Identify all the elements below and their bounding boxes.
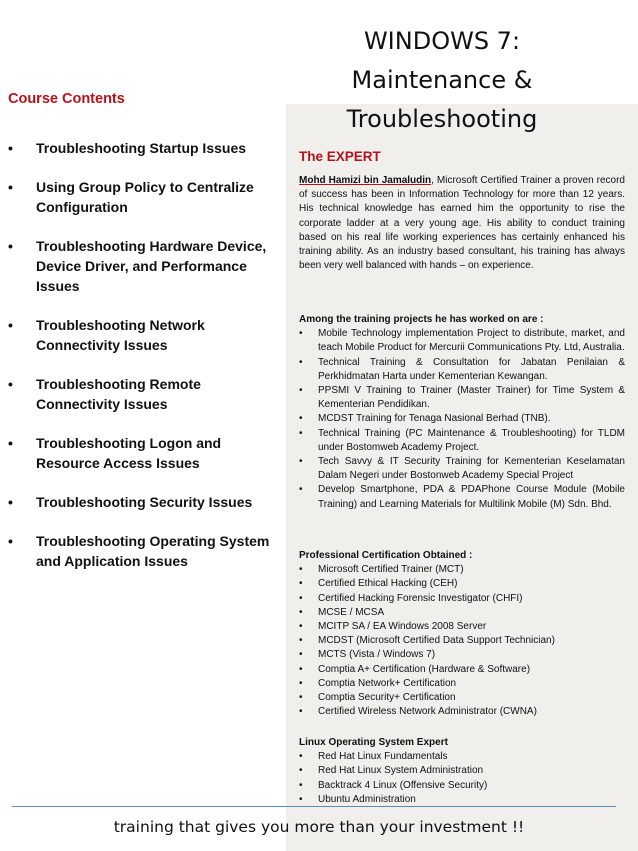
certification-text: MCDST (Microsoft Certified Data Support Technician) — [318, 635, 555, 647]
linux-item — [299, 750, 625, 764]
expert-heading: The EXPERT — [299, 149, 381, 164]
certification-item — [299, 677, 625, 691]
certification-text: MCTS (Vista / Windows 7) — [318, 649, 436, 661]
bullet: • — [299, 663, 303, 675]
bullet: • — [299, 677, 303, 689]
certification-text: Microsoft Certified Trainer (MCT) — [318, 564, 464, 576]
linux-item-text: Red Hat Linux System Administration — [318, 765, 484, 777]
training-project-item — [299, 455, 625, 483]
bullet: • — [299, 793, 303, 805]
training-project-text: Develop Smartphone, PDA & PDAPhone Course Module (Mobile Training) and Learning Materials for Multilink Mobile (M) Sdn. Bhd. — [318, 484, 625, 510]
bullet: • — [8, 533, 13, 549]
bullet: • — [299, 564, 303, 576]
training-project-item — [299, 356, 625, 384]
linux-item-text: Red Hat Linux Fundamentals — [318, 751, 448, 763]
course-item — [8, 374, 278, 414]
certification-item — [299, 563, 625, 577]
bullet: • — [8, 317, 13, 333]
bullet: • — [299, 621, 303, 633]
certification-item — [299, 663, 625, 677]
linux-list — [299, 750, 625, 807]
linux-item — [299, 764, 625, 778]
certification-text: Comptia Network+ Certification — [318, 677, 457, 689]
footer-divider — [12, 806, 616, 807]
bullet: • — [299, 484, 303, 496]
bullet: • — [299, 765, 303, 777]
certification-item — [299, 592, 625, 606]
training-project-text: PPSMI V Training to Trainer (Master Trainer) for Time System & Kementerian Pendidikan. — [318, 385, 625, 411]
bullet: • — [8, 376, 13, 392]
course-contents-list — [8, 138, 278, 590]
certifications-section — [299, 549, 625, 719]
certification-text: Comptia A+ Certification (Hardware & Software) — [318, 663, 531, 675]
bullet: • — [299, 649, 303, 661]
bullet: • — [299, 606, 303, 618]
bullet: • — [8, 494, 13, 510]
certification-text: MCITP SA / EA Windows 2008 Server — [318, 621, 487, 633]
course-item-text: Troubleshooting Hardware Device, Device Driver, and Performance Issues — [36, 238, 267, 294]
bullet: • — [299, 427, 303, 439]
certification-item — [299, 691, 625, 705]
linux-item-text: Backtrack 4 Linux (Offensive Security) — [318, 779, 488, 791]
course-item-text: Troubleshooting Security Issues — [36, 494, 253, 510]
certification-item — [299, 620, 625, 634]
course-item — [8, 177, 278, 217]
bullet: • — [8, 140, 13, 156]
bullet: • — [299, 706, 303, 718]
training-project-text: Technical Training & Consultation for Jabatan Penilaian & Perkhidmatan Harta under Kementerian Kewangan. — [318, 356, 625, 382]
course-item-text: Troubleshooting Operating System and Application Issues — [36, 533, 270, 569]
title-line-2: Maintenance & — [351, 66, 533, 94]
course-item-text: Using Group Policy to Centralize Configuration — [36, 179, 254, 215]
certification-text: Certified Hacking Forensic Investigator (CHFI) — [318, 592, 523, 604]
training-project-item — [299, 412, 625, 426]
training-project-text: Technical Training (PC Maintenance & Troubleshooting) for TLDM under Bostomweb Academy Project. — [318, 427, 625, 453]
bullet: • — [8, 435, 13, 451]
course-item — [8, 138, 278, 158]
course-item — [8, 531, 278, 571]
linux-section — [299, 736, 625, 807]
course-item — [8, 433, 278, 473]
title-line-3: Troubleshooting — [346, 105, 538, 133]
bullet: • — [299, 413, 303, 425]
course-item — [8, 315, 278, 355]
training-projects-heading: Among the training projects he has worked on are : — [299, 314, 544, 325]
linux-item-text: Ubuntu Administration — [318, 793, 416, 805]
course-item-text: Troubleshooting Logon and Resource Access Issues — [36, 435, 222, 471]
bullet: • — [299, 779, 303, 791]
certification-text: MCSE / MCSA — [318, 606, 385, 618]
training-project-item — [299, 327, 625, 355]
title-line-1: WINDOWS 7: — [363, 27, 521, 55]
certification-item — [299, 577, 625, 591]
course-contents-heading: Course Contents — [8, 91, 125, 107]
certification-text: Certified Ethical Hacking (CEH) — [318, 578, 458, 590]
bullet: • — [299, 635, 303, 647]
certification-item — [299, 705, 625, 719]
expert-bio-text: , Microsoft Certified Trainer a proven record of success has been in Information Technology for more than 12 years. His technical knowledge has earned him the opportunity to rise the corporate ladder at a very young age. His ability to conduct training based on his real life working experiences has certainly enhanced his training ability. As an industry based consultant, his training has always been very well balanced with hands – on experience. — [299, 175, 625, 272]
training-project-text: Mobile Technology implementation Project to distribute, market, and teach Mobile Product for Mercurii Communications Pty. Ltd, Australia. — [318, 328, 625, 354]
training-project-item — [299, 427, 625, 455]
bullet: • — [299, 328, 303, 340]
bullet: • — [299, 592, 303, 604]
training-project-item — [299, 483, 625, 511]
course-item-text: Troubleshooting Remote Connectivity Issues — [36, 376, 201, 412]
course-item — [8, 492, 278, 512]
bullet: • — [299, 456, 303, 468]
bullet: • — [299, 356, 303, 368]
bullet: • — [299, 385, 303, 397]
bullet: • — [299, 578, 303, 590]
bullet: • — [8, 179, 13, 195]
certification-item — [299, 634, 625, 648]
course-item — [8, 236, 278, 296]
certification-text: Comptia Security+ Certification — [318, 692, 456, 704]
certification-text: Certified Wireless Network Administrator (CWNA) — [318, 706, 537, 718]
training-projects-section — [299, 313, 625, 512]
linux-item — [299, 779, 625, 793]
training-project-item — [299, 384, 625, 412]
expert-bio — [299, 174, 625, 273]
certifications-list — [299, 563, 625, 719]
linux-heading: Linux Operating System Expert — [299, 737, 448, 748]
certification-item — [299, 606, 625, 620]
training-projects-list — [299, 327, 625, 512]
bullet: • — [299, 692, 303, 704]
footer-tagline: training that gives you more than your investment !! — [113, 818, 525, 836]
certification-item — [299, 648, 625, 662]
linux-item — [299, 793, 625, 807]
expert-name: Mohd Hamizi bin Jamaludin — [299, 175, 432, 186]
certifications-heading: Professional Certification Obtained : — [299, 550, 473, 561]
training-project-text: Tech Savvy & IT Security Training for Kementerian Keselamatan Dalam Negeri under Bostonweb Academy Special Project — [318, 456, 625, 482]
course-item-text: Troubleshooting Startup Issues — [36, 140, 247, 156]
bullet: • — [299, 751, 303, 763]
training-project-text: MCDST Training for Tenaga Nasional Berhad (TNB). — [318, 413, 551, 425]
page-title — [300, 22, 584, 139]
bullet: • — [8, 238, 13, 254]
course-item-text: Troubleshooting Network Connectivity Issues — [36, 317, 205, 353]
